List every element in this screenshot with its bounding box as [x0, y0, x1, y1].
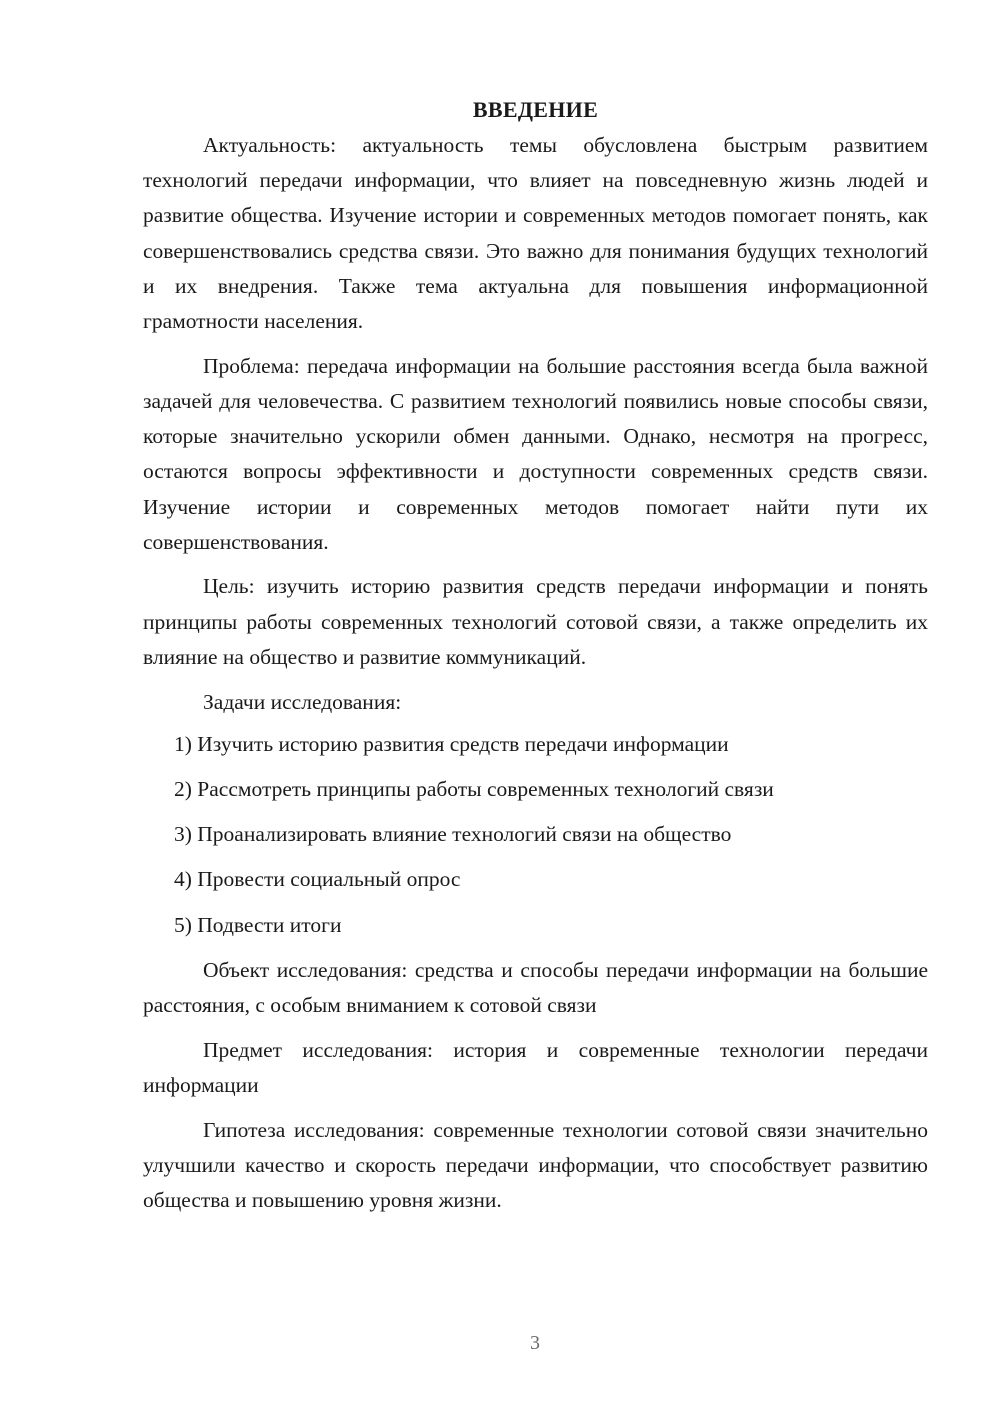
tasks-heading: Задачи исследования:: [203, 689, 402, 714]
tasks-list: [143, 727, 928, 943]
paragraph-hypothesis: Гипотеза исследования: современные технологии сотовой связи значительно улучшили качество и скорость передачи информации, что способствует развитию общества и повышению уровня жизни.: [143, 1117, 928, 1212]
paragraph-relevance: Актуальность: актуальность темы обусловлена быстрым развитием технологий передачи информации, что влияет на повседневную жизнь людей и развитие общества. Изучение истории и современных методов помогает понять, как совершенствовались средства связи. Это важно для понимания будущих технологий и их внедрения. Также тема актуальна для повышения информационной грамотности населения.: [143, 133, 928, 334]
document-page: [143, 92, 928, 1228]
page-title: ВВЕДЕНИЕ: [472, 97, 599, 122]
page-number: 3: [530, 1332, 540, 1354]
paragraph-subject: Предмет исследования: история и современные технологии передачи информации: [143, 1037, 928, 1097]
list-item: 3) Проанализировать влияние технологий связи на общество: [174, 822, 732, 847]
list-item: 4) Провести социальный опрос: [174, 867, 461, 892]
list-item: 5) Подвести итоги: [174, 912, 342, 937]
paragraph-object: Объект исследования: средства и способы передачи информации на большие расстояния, с особым вниманием к сотовой связи: [143, 957, 928, 1017]
paragraph-goal: Цель: изучить историю развития средств передачи информации и понять принципы работы современных технологий сотовой связи, а также определить их влияние на общество и развитие коммуникаций.: [143, 574, 928, 669]
list-item: 2) Рассмотреть принципы работы современных технологий связи: [174, 776, 774, 801]
list-item: 1) Изучить историю развития средств передачи информации: [174, 731, 729, 756]
paragraph-problem: Проблема: передача информации на большие расстояния всегда была важной задачей для человечества. С развитием технологий появились новые способы связи, которые значительно ускорили обмен данными. Однако, несмотря на прогресс, остаются вопросы эффективности и доступности современных средств связи. Изучение истории и современных методов помогает найти пути их совершенствования.: [143, 353, 928, 554]
